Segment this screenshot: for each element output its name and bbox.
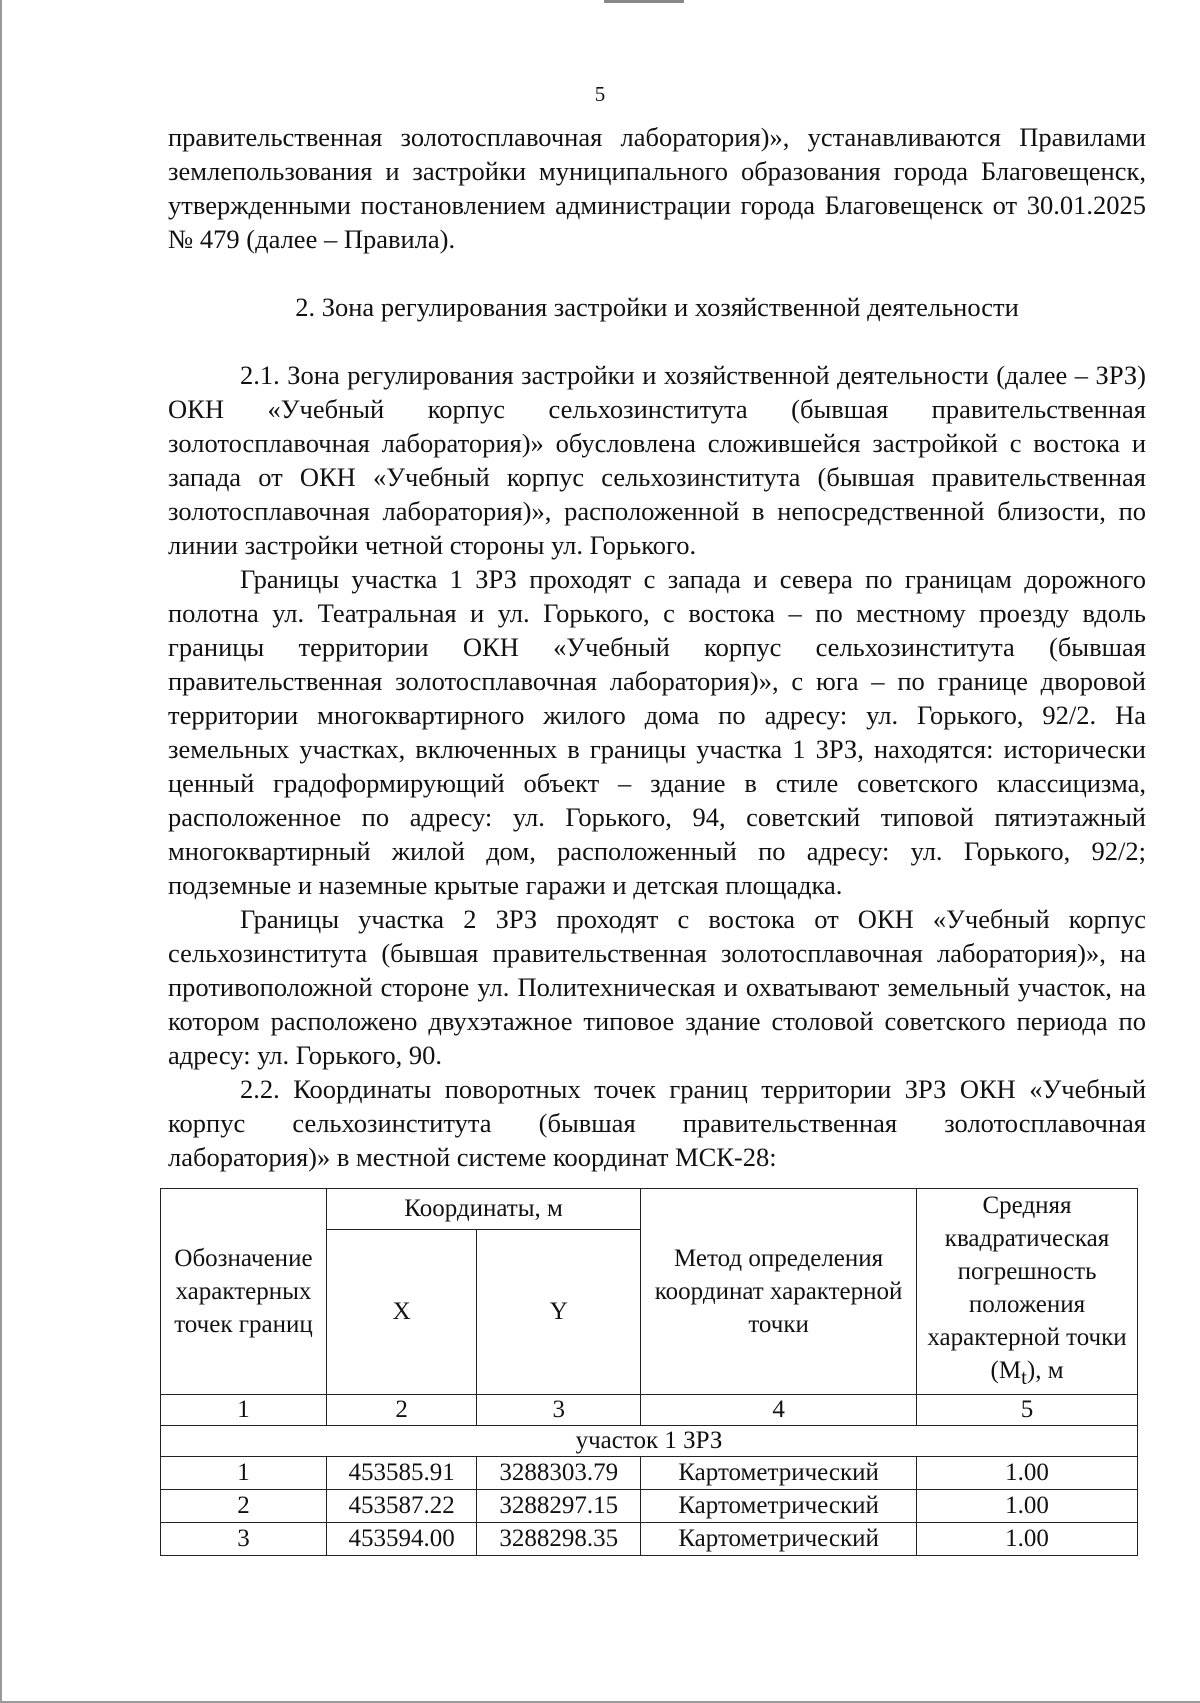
cell-y: 3288298.35: [477, 1523, 641, 1556]
header-point-designation: Обозначение характерных точек границ: [161, 1189, 327, 1395]
paragraph-plot-2-bounds: Границы участка 2 ЗРЗ проходят с востока от ОКН «Учебный корпус сельхозинститута (бывшая правительственная золотосплавочная лаборатория)», на противоположной стороне ул. Политехническая и охватывают земельный участок, на котором расположено двухэтажное типовое здание столовой советского периода по адресу: ул. Горького, 90.: [168, 904, 1146, 1070]
column-number: 1: [161, 1395, 327, 1426]
column-number: 3: [477, 1395, 641, 1426]
cell-x: 453585.91: [326, 1457, 476, 1490]
cell-error: 1.00: [917, 1523, 1138, 1556]
paragraph-2-1: 2.1. Зона регулирования застройки и хозяйственной деятельности (далее – ЗРЗ) ОКН «Учебный корпус сельхозинститута (бывшая правительственная золотосплавочная лаборатория)» обусловлена сложившейся застройкой с востока и запада от ОКН «Учебный корпус сельхозинститута (бывшая правительственная золотосплавочная лаборатория)», расположенной в непосредственной близости, по линии застройки четной стороны ул. Горького.: [168, 360, 1146, 560]
cell-point: 1: [161, 1457, 327, 1490]
cell-method: Картометрический: [641, 1523, 917, 1556]
section-row: [161, 1426, 1138, 1457]
header-coordinates: Координаты, м: [326, 1189, 640, 1230]
header-x: X: [326, 1229, 476, 1394]
column-number: 5: [917, 1395, 1138, 1426]
paragraph-2-2: 2.2. Координаты поворотных точек границ территории ЗРЗ ОКН «Учебный корпус сельхозинститута (бывшая правительственная золотосплавочная лаборатория)» в местной системе координат МСК-28:: [168, 1074, 1146, 1172]
cell-y: 3288303.79: [477, 1457, 641, 1490]
cell-error: 1.00: [917, 1490, 1138, 1523]
table-row: [161, 1523, 1138, 1556]
header-error-tail: ), м: [1026, 1357, 1064, 1384]
column-number-row: [161, 1395, 1138, 1426]
cell-method: Картометрический: [641, 1490, 917, 1523]
intro-paragraph: правительственная золотосплавочная лаборатория)», устанавливаются Правилами землепользования и застройки муниципального образования города Благовещенск, утвержденными постановлением администрации города Благовещенск от 30.01.2025 № 479 (далее – Правила).: [168, 122, 1146, 254]
cell-x: 453594.00: [326, 1523, 476, 1556]
cell-x: 453587.22: [326, 1490, 476, 1523]
table-row: [161, 1457, 1138, 1490]
column-number: 2: [326, 1395, 476, 1426]
cell-error: 1.00: [917, 1457, 1138, 1490]
section-heading: 2. Зона регулирования застройки и хозяйственной деятельности: [295, 292, 1019, 322]
document-body: [168, 120, 1146, 1174]
paragraph-plot-1-bounds: Границы участка 1 ЗРЗ проходят с запада и севера по границам дорожного полотна ул. Театральная и ул. Горького, с востока – по местному проезду вдоль границы территории ОКН «Учебный корпус сельхозинститута (бывшая правительственная золотосплавочная лаборатория)», с юга – по границе дворовой территории многоквартирного жилого дома по адресу: ул. Горького, 92/2. На земельных участках, включенных в границы участка 1 ЗРЗ, находятся: исторически ценный градоформирующий объект – здание в стиле советского классицизма, расположенное по адресу: ул. Горького, 94, советский типовой пятиэтажный многоквартирный жилой дом, расположенный по адресу: ул. Горького, 92/2; подземные и наземные крытые гаражи и детская площадка.: [168, 564, 1146, 900]
header-error-main: Средняя квадратическая погрешность положения характерной точки (M: [927, 1192, 1127, 1384]
top-edge-mark: [604, 0, 684, 3]
cell-method: Картометрический: [641, 1457, 917, 1490]
coordinates-table: [160, 1188, 1138, 1556]
page-number: 5: [594, 82, 606, 106]
column-number: 4: [641, 1395, 917, 1426]
table-row: [161, 1490, 1138, 1523]
cell-point: 2: [161, 1490, 327, 1523]
header-method: Метод определения координат характерной точки: [641, 1189, 917, 1395]
header-y: Y: [477, 1229, 641, 1394]
cell-y: 3288297.15: [477, 1490, 641, 1523]
header-error: [917, 1189, 1138, 1395]
cell-point: 3: [161, 1523, 327, 1556]
section-label: участок 1 ЗРЗ: [161, 1426, 1138, 1457]
header-error-sub: t: [1021, 1365, 1027, 1389]
